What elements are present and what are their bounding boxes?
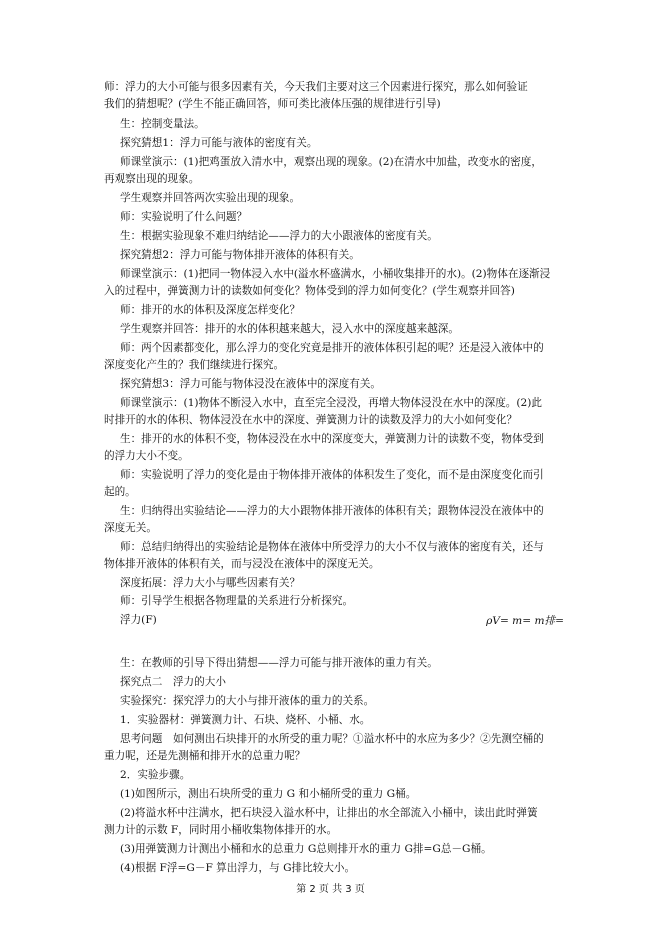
text-line: 深度无关。 (104, 522, 157, 534)
page-footer: 第 2 页 共 3 页 (296, 884, 365, 895)
text-line: 师：引导学生根据各物理量的关系进行分析探究。 (120, 595, 354, 607)
text-line: 1．实验器材：弹簧测力计、石块、烧杯、小桶、水。 (120, 714, 371, 726)
text-line: 我们的猜想呢？(学生不能正确回答，师可类比液体压强的规律进行引导) (104, 98, 441, 110)
text-line: 师：两个因素都变化，那么浮力的变化究竟是排开的液体体积引起的呢？还是浸入液体中的 (120, 342, 544, 354)
text-line: 学生观察并回答：排开的水的体积越来越大，浸入水中的深度越来越深。 (120, 323, 459, 335)
density-formula: ρV= m= m排= (486, 615, 564, 627)
text-line: 探究猜想1：浮力可能与液体的密度有关。 (120, 137, 318, 149)
text-line: 浮力(F) (120, 614, 157, 626)
text-line: (2)将溢水杯中注满水，把石块浸入溢水杯中，让排出的水全部流入小桶中，读出此时弹簧 (120, 807, 538, 819)
text-line: 生：控制变量法。 (120, 118, 205, 130)
text-line: 实验探究：探究浮力的大小与排开液体的重力的关系。 (120, 695, 375, 707)
text-line: 探究猜想2：浮力可能与物体排开液体的体积有关。 (120, 249, 360, 261)
text-line: 生：排开的水的体积不变，物体浸没在水中的深度变大，弹簧测力计的读数不变，物体受到 (120, 433, 544, 445)
section-heading: 探究点二 浮力的大小 (120, 676, 226, 688)
text-line: 学生观察并回答两次实验出现的现象。 (120, 192, 301, 204)
text-line: 师课堂演示：(1)把鸡蛋放入清水中，观察出现的现象。(2)在清水中加盐，改变水的密度， (120, 156, 542, 168)
text-line: 思考问题 如何测出石块排开的水所受的重力呢？①溢水杯中的水应为多少？②先测空桶的 (120, 733, 544, 745)
text-line: 生：根据实验现象不难归纳结论——浮力的大小跟液体的密度有关。 (120, 230, 438, 242)
text-line: 2．实验步骤。 (120, 769, 191, 781)
text-line: (3)用弹簧测力计测出小桶和水的总重力 G总则排开水的重力 G排=G总－G桶。 (120, 843, 492, 855)
text-line: 师：排开的水的体积及深度怎样变化？ (120, 304, 301, 316)
text-line: 师：实验说明了浮力的变化是由于物体排开液体的体积发生了变化，而不是由深度变化而引 (120, 469, 544, 481)
text-line: 起的。 (104, 486, 136, 498)
text-line: 深度变化产生的？我们继续进行探究。 (104, 359, 285, 371)
text-line: 深度拓展：浮力大小与哪些因素有关？ (120, 577, 301, 589)
text-line: 物体排开液体的体积有关，而与浸没在液体中的深度无关。 (104, 558, 380, 570)
text-line: 师：实验说明了什么问题？ (120, 211, 248, 223)
text-line: 生：归纳得出实验结论——浮力的大小跟物体排开液体的体积有关；跟物体浸没在液体中的 (120, 505, 544, 517)
text-line: 重力呢，还是先测桶和排开水的总重力呢？ (104, 750, 306, 762)
text-line: 生：在教师的引导下得出猜想——浮力可能与排开液体的重力有关。 (120, 657, 438, 669)
text-line: 师课堂演示：(1)把同一物体浸入水中(溢水杯盛满水，小桶收集排开的水)。(2)物体在逐渐浸 (120, 268, 551, 280)
text-line: 探究猜想3：浮力可能与物体浸没在液体中的深度有关。 (120, 378, 381, 390)
text-line: 入的过程中，弹簧测力计的读数如何变化？物体受到的浮力如何变化？(学生观察并回答) (104, 285, 515, 297)
text-line: 师课堂演示：(1)物体不断浸入水中，直至完全浸没，再增大物体浸没在水中的深度。(2)此 (120, 397, 542, 409)
text-line: (1)如图所示，测出石块所受的重力 G 和小桶所受的重力 G桶。 (120, 788, 417, 800)
text-line: 测力计的示数 F，同时用小桶收集物体排开的水。 (104, 824, 338, 836)
text-line: 时排开的水的体积、物体浸没在水中的深度、弹簧测力计的读数及浮力的大小如何变化？ (104, 414, 518, 426)
text-line: 师：总结归纳得出的实验结论是物体在液体中所受浮力的大小不仅与液体的密度有关，还与 (120, 541, 544, 553)
text-line: 的浮力大小不变。 (104, 450, 189, 462)
text-line: 再观察出现的现象。 (104, 173, 200, 185)
text-line: (4)根据 F浮=G－F 算出浮力，与 G排比较大小。 (120, 862, 356, 874)
text-line: 师：浮力的大小可能与很多因素有关，今天我们主要对这三个因素进行探究，那么如何验证 (104, 81, 528, 93)
